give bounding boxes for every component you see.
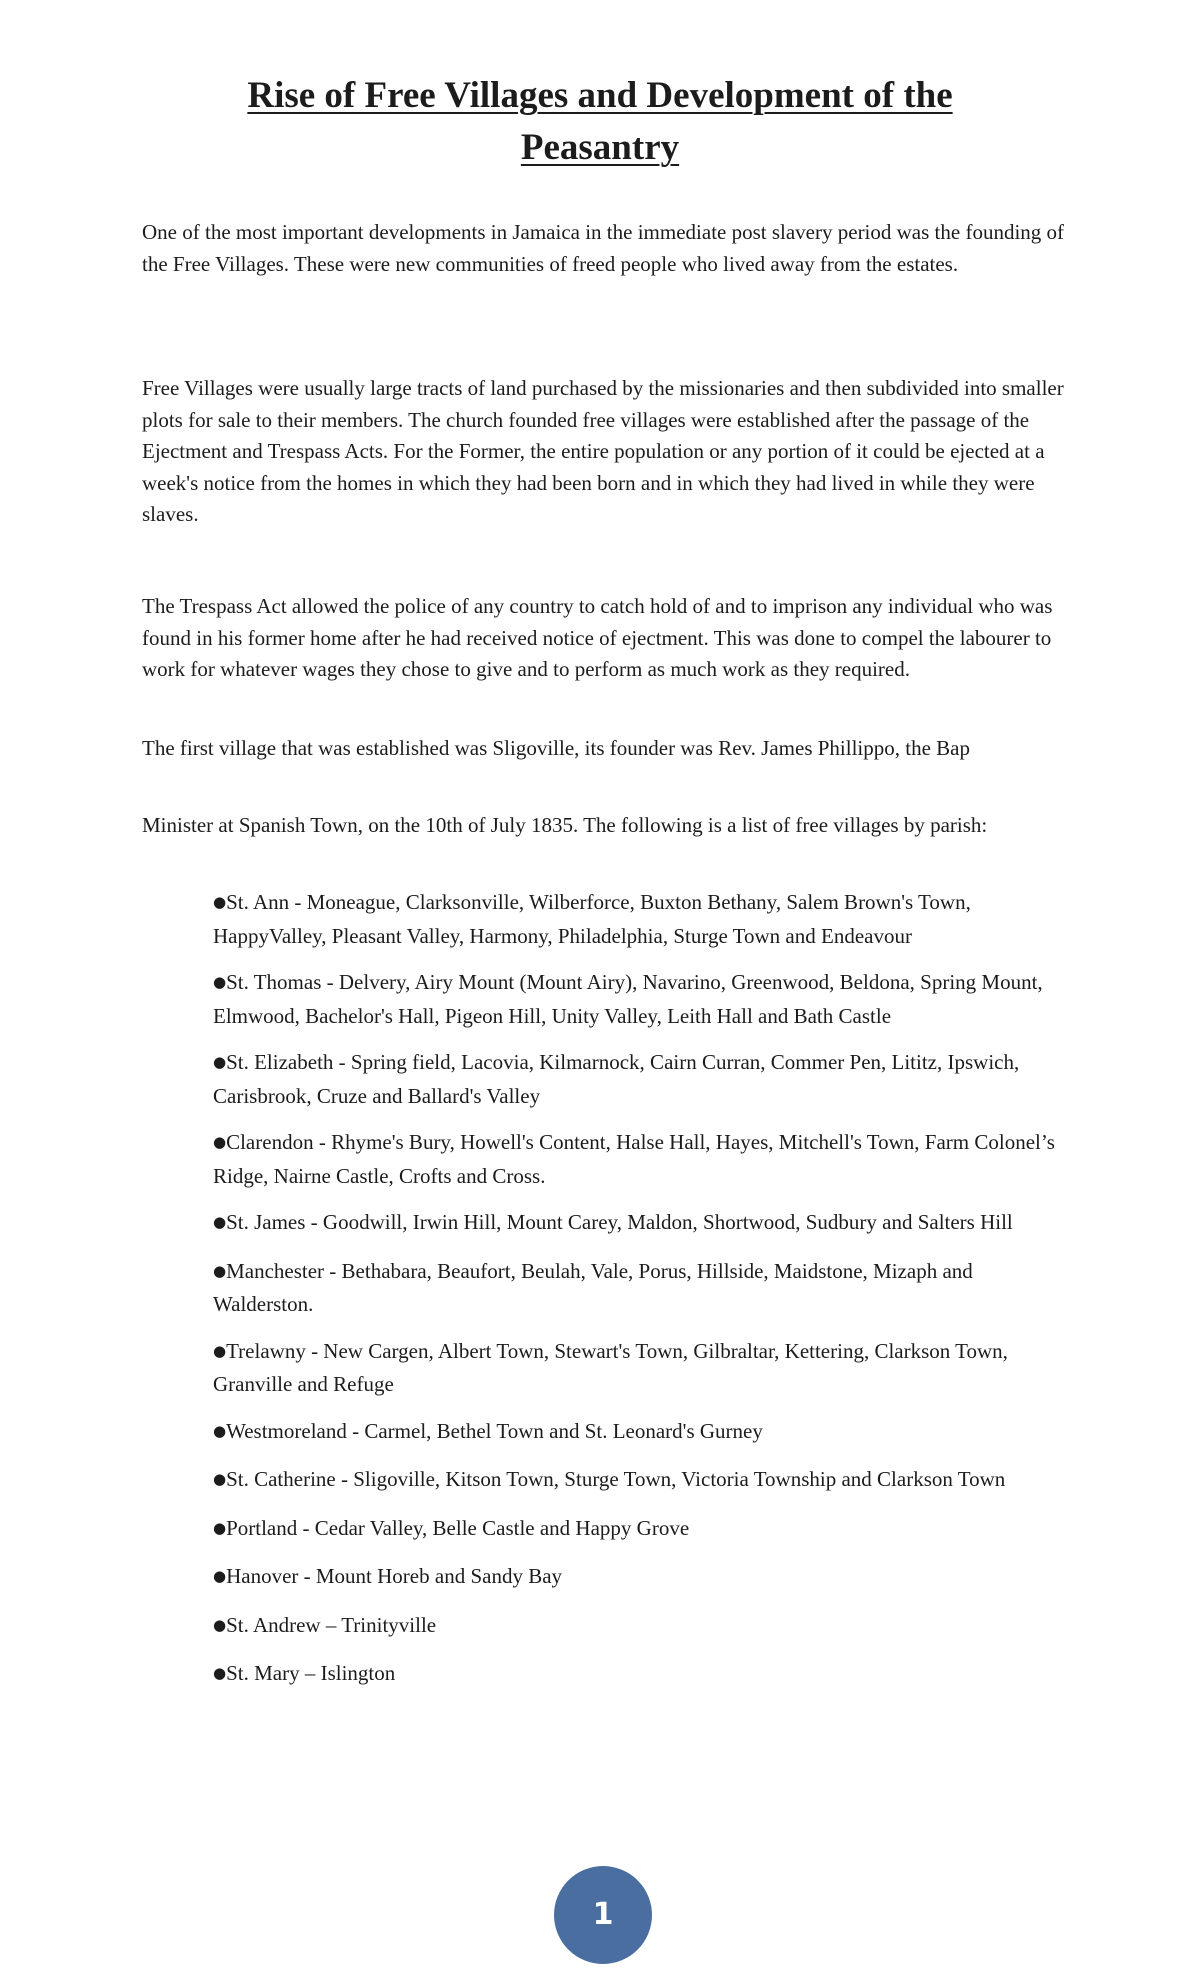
list-item: ● Portland - Cedar Valley, Belle Castle and Happy Grove [213, 1513, 1073, 1547]
paragraph-trespass-act: The Trespass Act allowed the police of any country to catch hold of and to imprison any individual who was found in his former home after he had received notice of ejectment. This was done to compel the labourer to work for whatever wages they chose to give and to perform as much work as they required. [142, 594, 1053, 681]
paragraph-list-intro: Minister at Spanish Town, on the 10th of July 1835. The following is a list of free villages by parish: [142, 813, 988, 837]
list-item: ● St. Catherine - Sligoville, Kitson Town, Sturge Town, Victoria Township and Clarkson Town [213, 1464, 1073, 1498]
list-item: ● St. Thomas - Delvery, Airy Mount (Mount Airy), Navarino, Greenwood, Beldona, Spring Mount, Elmwood, Bachelor's Hall, Pigeon Hill, Unity Valley, Leith Hall and Bath Castle [213, 967, 1073, 1032]
list-item: ● St. Elizabeth - Spring field, Lacovia, Kilmarnock, Cairn Curran, Commer Pen, Lititz, Ipswich, Carisbrook, Cruze and Ballard's Valley [213, 1047, 1073, 1112]
list-item: ● St. Mary – Islington [213, 1658, 1073, 1692]
title-line-1: Rise of Free Villages and Development of the [247, 75, 953, 116]
paragraph-first-village: The first village that was established was Sligoville, its founder was Rev. James Phillippo, the Bap [142, 736, 971, 760]
document-title [140, 70, 1060, 174]
paragraph-free-villages: Free Villages were usually large tracts of land purchased by the missionaries and then subdivided into smaller plots for sale to their members. The church founded free villages were established after the passage of the Ejectment and Trespass Acts. For the Former, the entire population or any portion of it could be ejected at a week's notice from the homes in which they had been born and in which they had lived in while they were slaves. [142, 376, 1064, 526]
paragraph-intro: One of the most important developments in Jamaica in the immediate post slavery period was the founding of the Free Villages. These were new communities of freed people who lived away from the estates. [142, 220, 1065, 276]
village-list [213, 887, 1073, 1707]
list-item: ● Westmoreland - Carmel, Bethel Town and St. Leonard's Gurney [213, 1416, 1073, 1450]
title-line-2: Peasantry [520, 127, 680, 168]
list-item: ● Hanover - Mount Horeb and Sandy Bay [213, 1561, 1073, 1595]
list-item: ● St. Andrew – Trinityville [213, 1610, 1073, 1644]
list-item: ● Trelawny - New Cargen, Albert Town, Stewart's Town, Gilbraltar, Kettering, Clarkson Town, Granville and Refuge [213, 1336, 1073, 1401]
page-number-badge: 1 [554, 1866, 652, 1964]
list-item: ● Manchester - Bethabara, Beaufort, Beulah, Vale, Porus, Hillside, Maidstone, Mizaph and Walderston. [213, 1256, 1073, 1321]
list-item: ● St. James - Goodwill, Irwin Hill, Mount Carey, Maldon, Shortwood, Sudbury and Salters Hill [213, 1207, 1073, 1241]
list-item: ● Clarendon - Rhyme's Bury, Howell's Content, Halse Hall, Hayes, Mitchell's Town, Farm Colonel’s Ridge, Nairne Castle, Crofts and Cross. [213, 1127, 1073, 1192]
list-item: ● St. Ann - Moneague, Clarksonville, Wilberforce, Buxton Bethany, Salem Brown's Town, HappyValley, Pleasant Valley, Harmony, Philadelphia, Sturge Town and Endeavour [213, 887, 1073, 952]
